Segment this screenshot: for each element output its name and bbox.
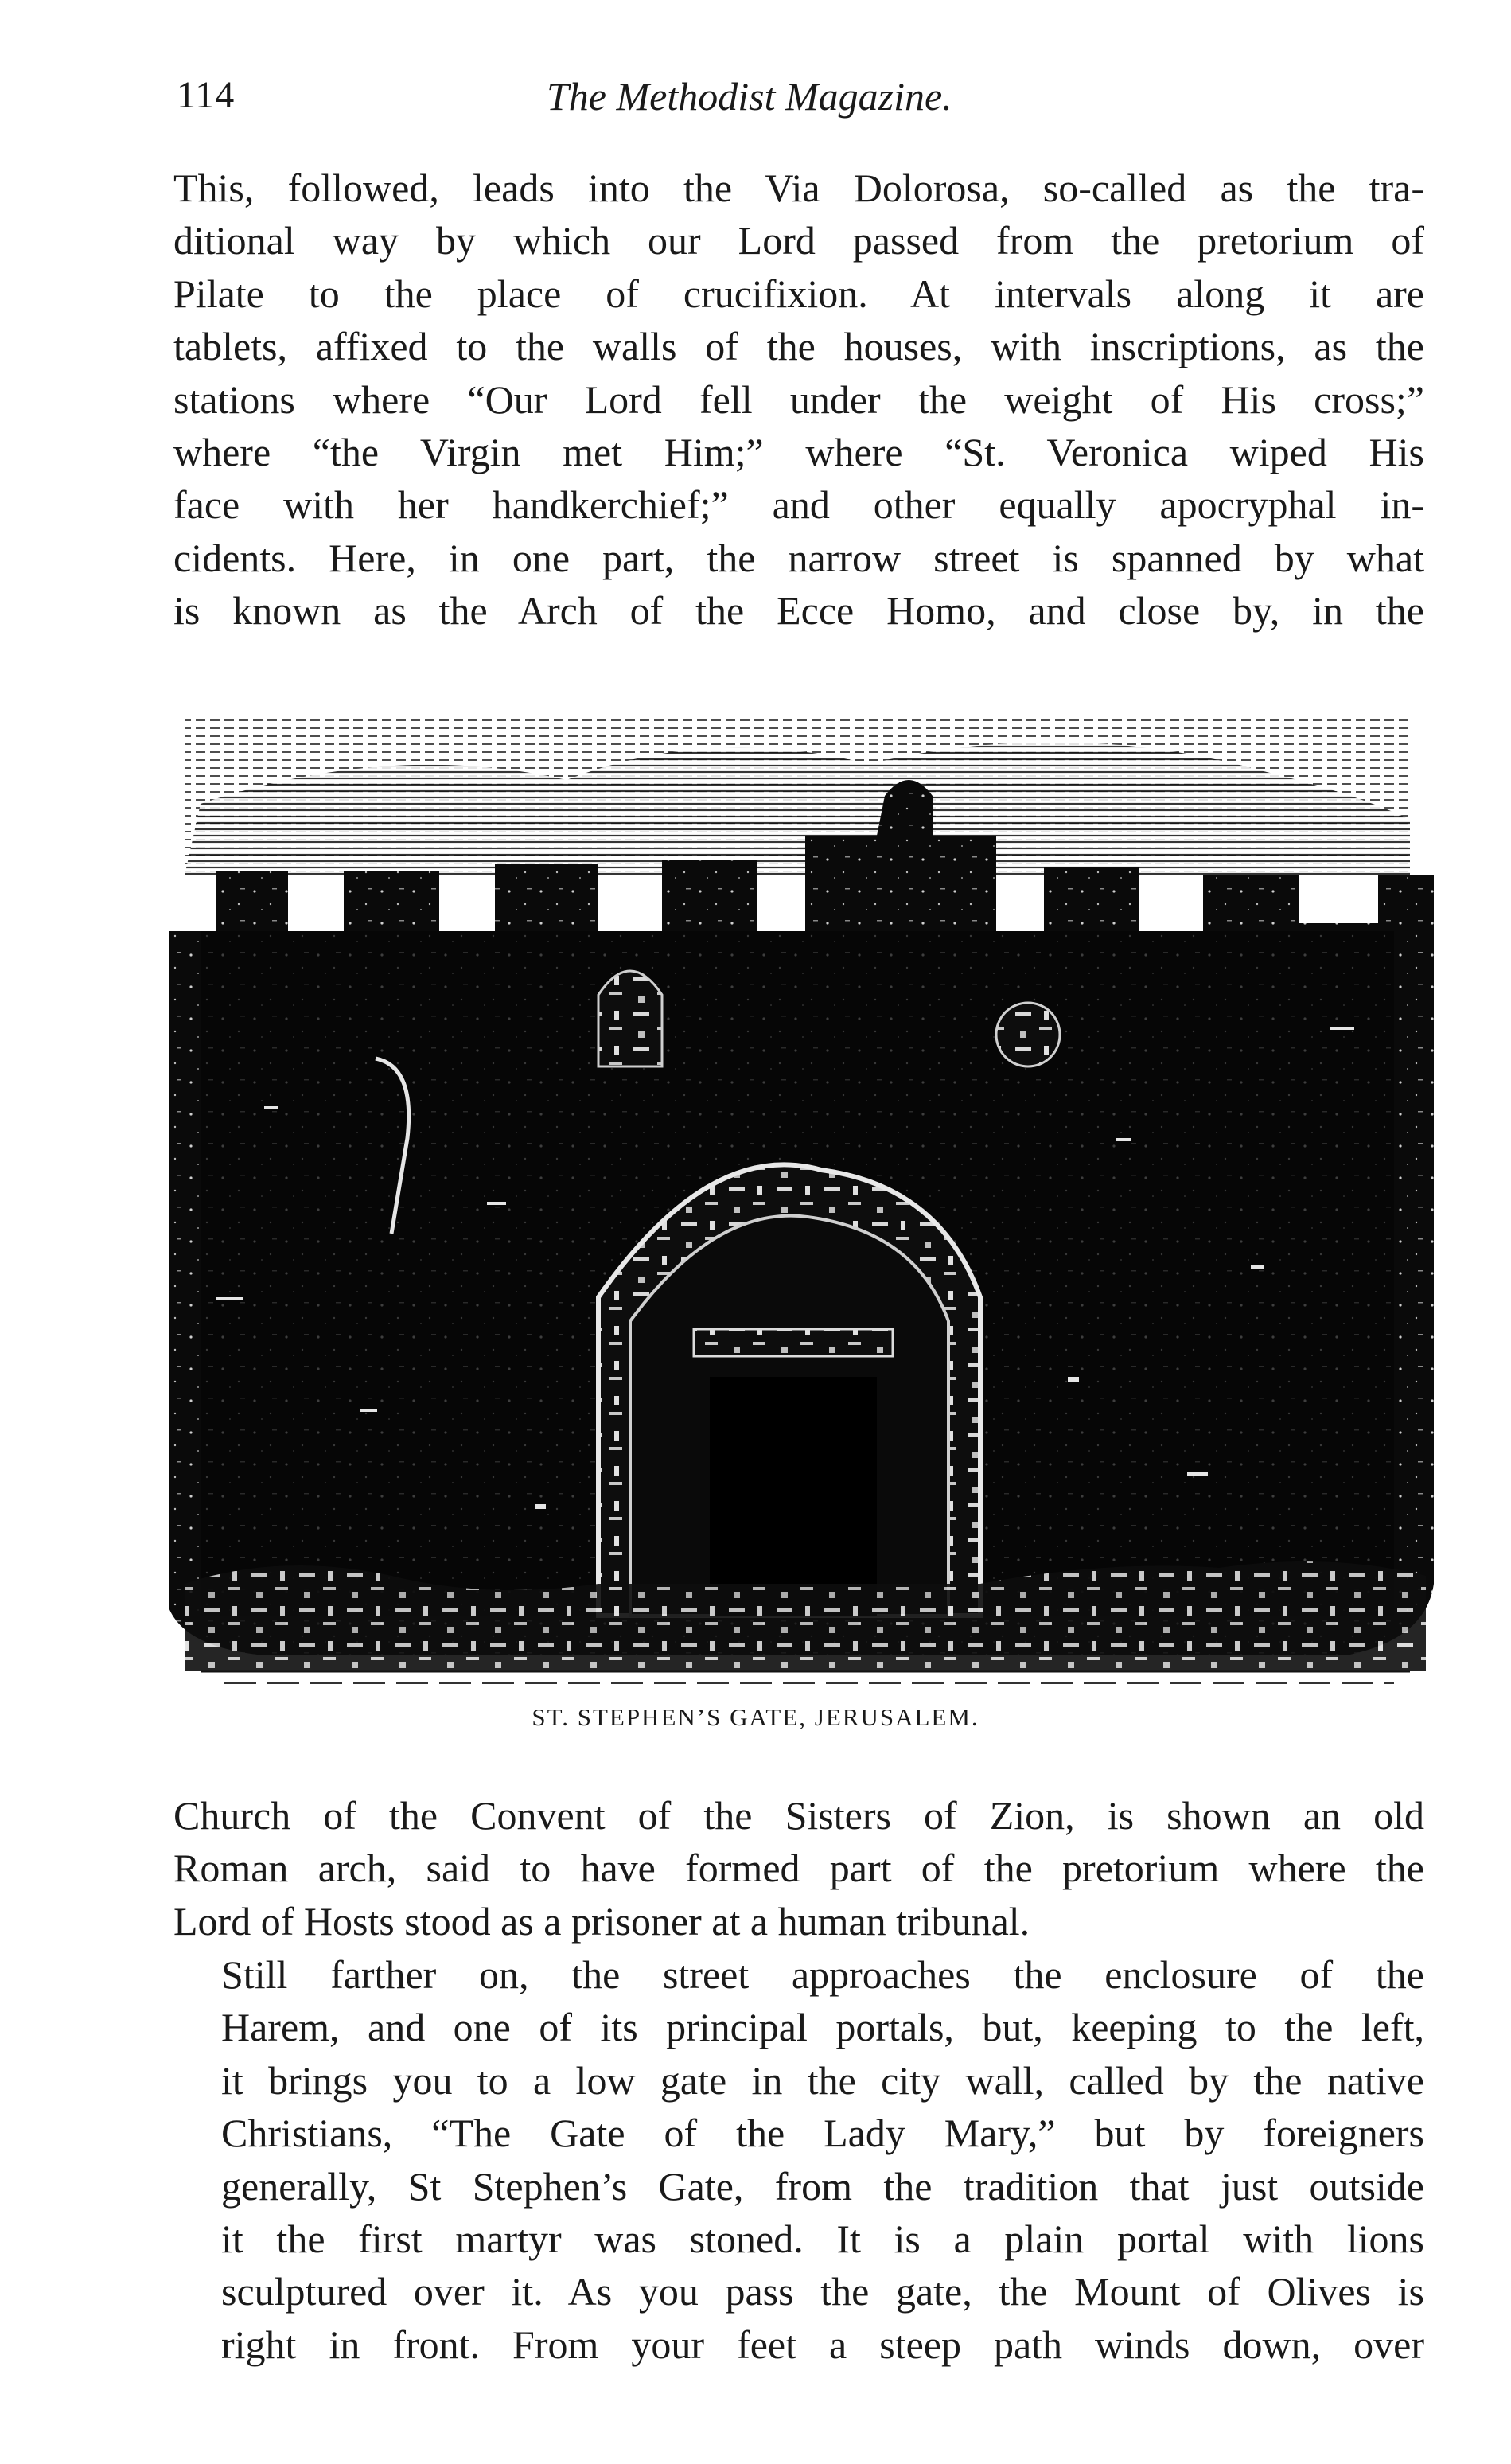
text-line: Christians, “The Gate of the Lady Mary,” but by foreigners	[221, 2111, 1424, 2156]
text-line: Church of the Convent of the Sisters of Zion, is shown an old	[173, 1793, 1424, 1838]
text-line: This, followed, leads into the Via Dolorosa, so-called as the tra-	[173, 166, 1424, 210]
page-number: 114	[177, 74, 236, 116]
tower-window	[598, 971, 662, 1066]
text-line: where “the Virgin met Him;” where “St. Veronica wiped His	[173, 430, 1424, 475]
text-line: face with her handkerchief;” and other equally apocryphal in-	[173, 482, 1424, 528]
text-line: it the first martyr was stoned. It is a plain portal with lions	[221, 2216, 1424, 2262]
text-line: Harem, and one of its principal portals, but, keeping to the left,	[221, 2005, 1424, 2050]
gate-opening	[710, 1377, 877, 1616]
text-line: ditional way by which our Lord passed from the pretorium of	[173, 218, 1424, 263]
text-line: is known as the Arch of the Ecce Homo, and close by, in the	[173, 588, 1424, 634]
paragraph-top	[173, 162, 1424, 637]
gate-engraving-image	[153, 692, 1442, 1727]
running-title: The Methodist Magazine.	[547, 74, 952, 119]
text-line: it brings you to a low gate in the city wall, called by the native	[221, 2057, 1424, 2103]
text-line: Roman arch, said to have formed part of the pretorium where the	[173, 1846, 1424, 1891]
text-line: stations where “Our Lord fell under the weight of His cross;”	[173, 376, 1424, 422]
paragraph-bottom-1	[173, 1789, 1424, 1947]
text-line: right in front. From your feet a steep path winds down, over	[221, 2322, 1424, 2367]
paragraph-bottom-2	[173, 1948, 1424, 2371]
text-line: Lord of Hosts stood as a prisoner at a human tribunal.	[173, 1898, 1030, 1944]
engraving-illustration	[153, 692, 1442, 1727]
text-line: cidents. Here, in one part, the narrow street is spanned by what	[173, 535, 1424, 580]
round-window	[996, 1003, 1060, 1066]
figure-caption: ST. STEPHEN’S GATE, JERUSALEM.	[532, 1703, 979, 1731]
text-line: sculptured over it. As you pass the gate, the Mount of Olives is	[221, 2269, 1424, 2314]
text-line: generally, St Stephen’s Gate, from the tradition that just outside	[221, 2163, 1424, 2209]
text-line: Pilate to the place of crucifixion. At intervals along it are	[173, 271, 1424, 316]
page-header	[177, 73, 1418, 137]
text-line: tablets, affixed to the walls of the houses, with inscriptions, as the	[173, 324, 1424, 369]
text-line: Still farther on, the street approaches the enclosure of the	[221, 1952, 1424, 1997]
